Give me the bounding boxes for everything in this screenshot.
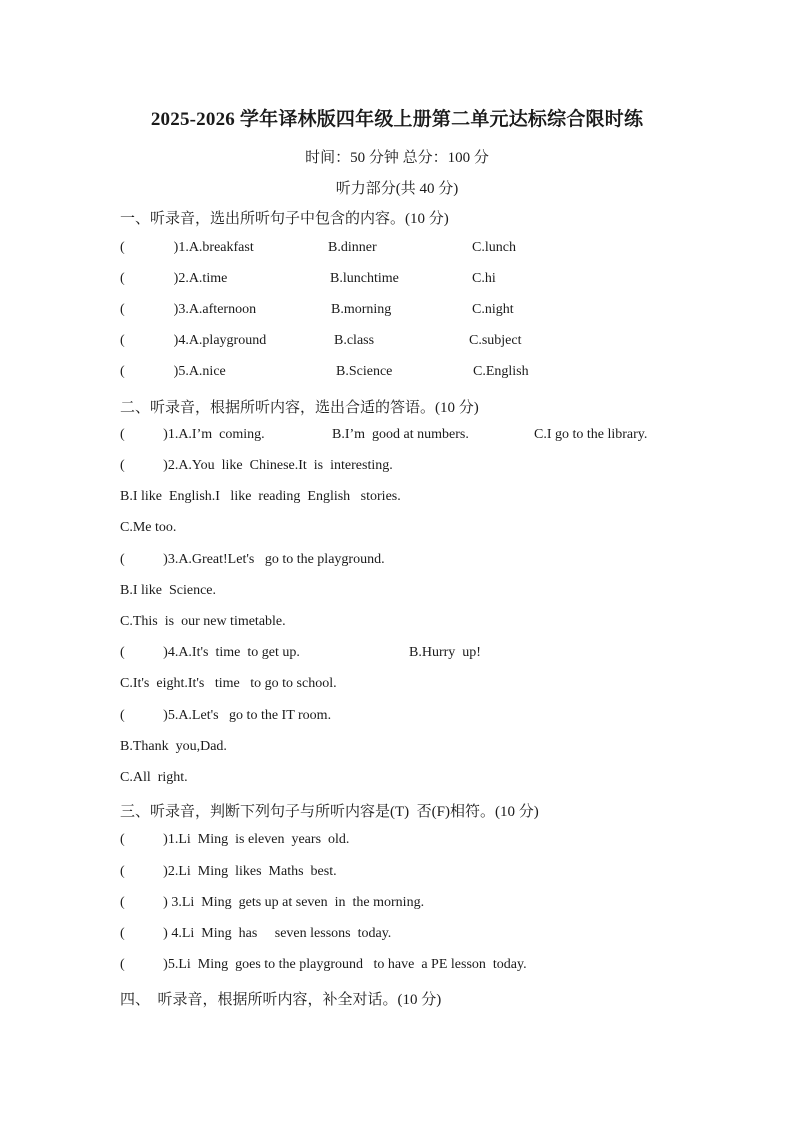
s1-q1-option-c: C.lunch	[472, 240, 516, 255]
section3-heading: 三、听录音，判断下列句子与所听内容是(T) 否(F)相符。(10 分)	[120, 804, 539, 820]
s2-q2-option-c: C.Me too.	[120, 520, 177, 535]
s1-q3-option-b: B.morning	[331, 302, 392, 317]
s1-q2-option-c: C.hi	[472, 271, 496, 286]
s2-q5-option-c: C.All right.	[120, 770, 188, 785]
s3-item-1: ( )1.Li Ming is eleven years old.	[120, 832, 350, 847]
s2-q4-option-a: ( )4.A.It's time to get up.	[120, 645, 300, 660]
s1-q4-option-b: B.class	[334, 333, 375, 348]
s1-q3-option-a: ( )3.A.afternoon	[120, 302, 257, 317]
exam-time-info: 时间：50 分钟 总分：100 分	[305, 150, 489, 166]
s1-q1-option-b: B.dinner	[328, 240, 377, 255]
s2-q4-option-c: C.It's eight.It's time to go to school.	[120, 676, 337, 691]
s3-item-2: ( )2.Li Ming likes Maths best.	[120, 864, 337, 879]
s2-q1-option-a: ( )1.A.I’m coming.	[120, 427, 265, 442]
s1-q5-option-c: C.English	[473, 364, 529, 379]
s2-q5-option-b: B.Thank you,Dad.	[120, 739, 227, 754]
s1-q2-option-b: B.lunchtime	[330, 271, 399, 286]
s2-q4-option-b: B.Hurry up!	[409, 645, 481, 660]
s1-q3-option-c: C.night	[472, 302, 514, 317]
s2-q5-option-a: ( )5.A.Let's go to the IT room.	[120, 708, 332, 723]
s1-q1-option-a: ( )1.A.breakfast	[120, 240, 254, 255]
s1-q5-option-b: B.Science	[336, 364, 393, 379]
s2-q3-option-b: B.I like Science.	[120, 583, 217, 598]
section1-heading: 一、听录音，选出所听句子中包含的内容。(10 分)	[120, 211, 449, 227]
s2-q1-option-c: C.I go to the library.	[534, 427, 648, 442]
section4-heading: 四、 听录音，根据所听内容，补全对话。(10 分)	[120, 992, 442, 1008]
s1-q4-option-a: ( )4.A.playground	[120, 333, 267, 348]
s3-item-5: ( )5.Li Ming goes to the playground to have a PE lesson today.	[120, 957, 527, 972]
section2-heading: 二、听录音，根据所听内容，选出合适的答语。(10 分)	[120, 400, 479, 416]
s2-q2-option-a: ( )2.A.You like Chinese.It is interesting.	[120, 458, 393, 473]
s3-item-4: ( ) 4.Li Ming has seven lessons today.	[120, 926, 392, 941]
listening-part-heading: 听力部分(共 40 分)	[335, 181, 459, 197]
s1-q5-option-a: ( )5.A.nice	[120, 364, 226, 379]
s1-q4-option-c: C.subject	[469, 333, 522, 348]
s2-q1-option-b: B.I’m good at numbers.	[332, 427, 469, 442]
page-title: 2025-2026 学年译林版四年级上册第二单元达标综合限时练	[150, 109, 644, 130]
s2-q3-option-c: C.This is our new timetable.	[120, 614, 286, 629]
s2-q2-option-b: B.I like English.I like reading English stories.	[120, 489, 401, 504]
s1-q2-option-a: ( )2.A.time	[120, 271, 228, 286]
s3-item-3: ( ) 3.Li Ming gets up at seven in the morning.	[120, 895, 425, 910]
s2-q3-option-a: ( )3.A.Great!Let's go to the playground.	[120, 552, 385, 567]
